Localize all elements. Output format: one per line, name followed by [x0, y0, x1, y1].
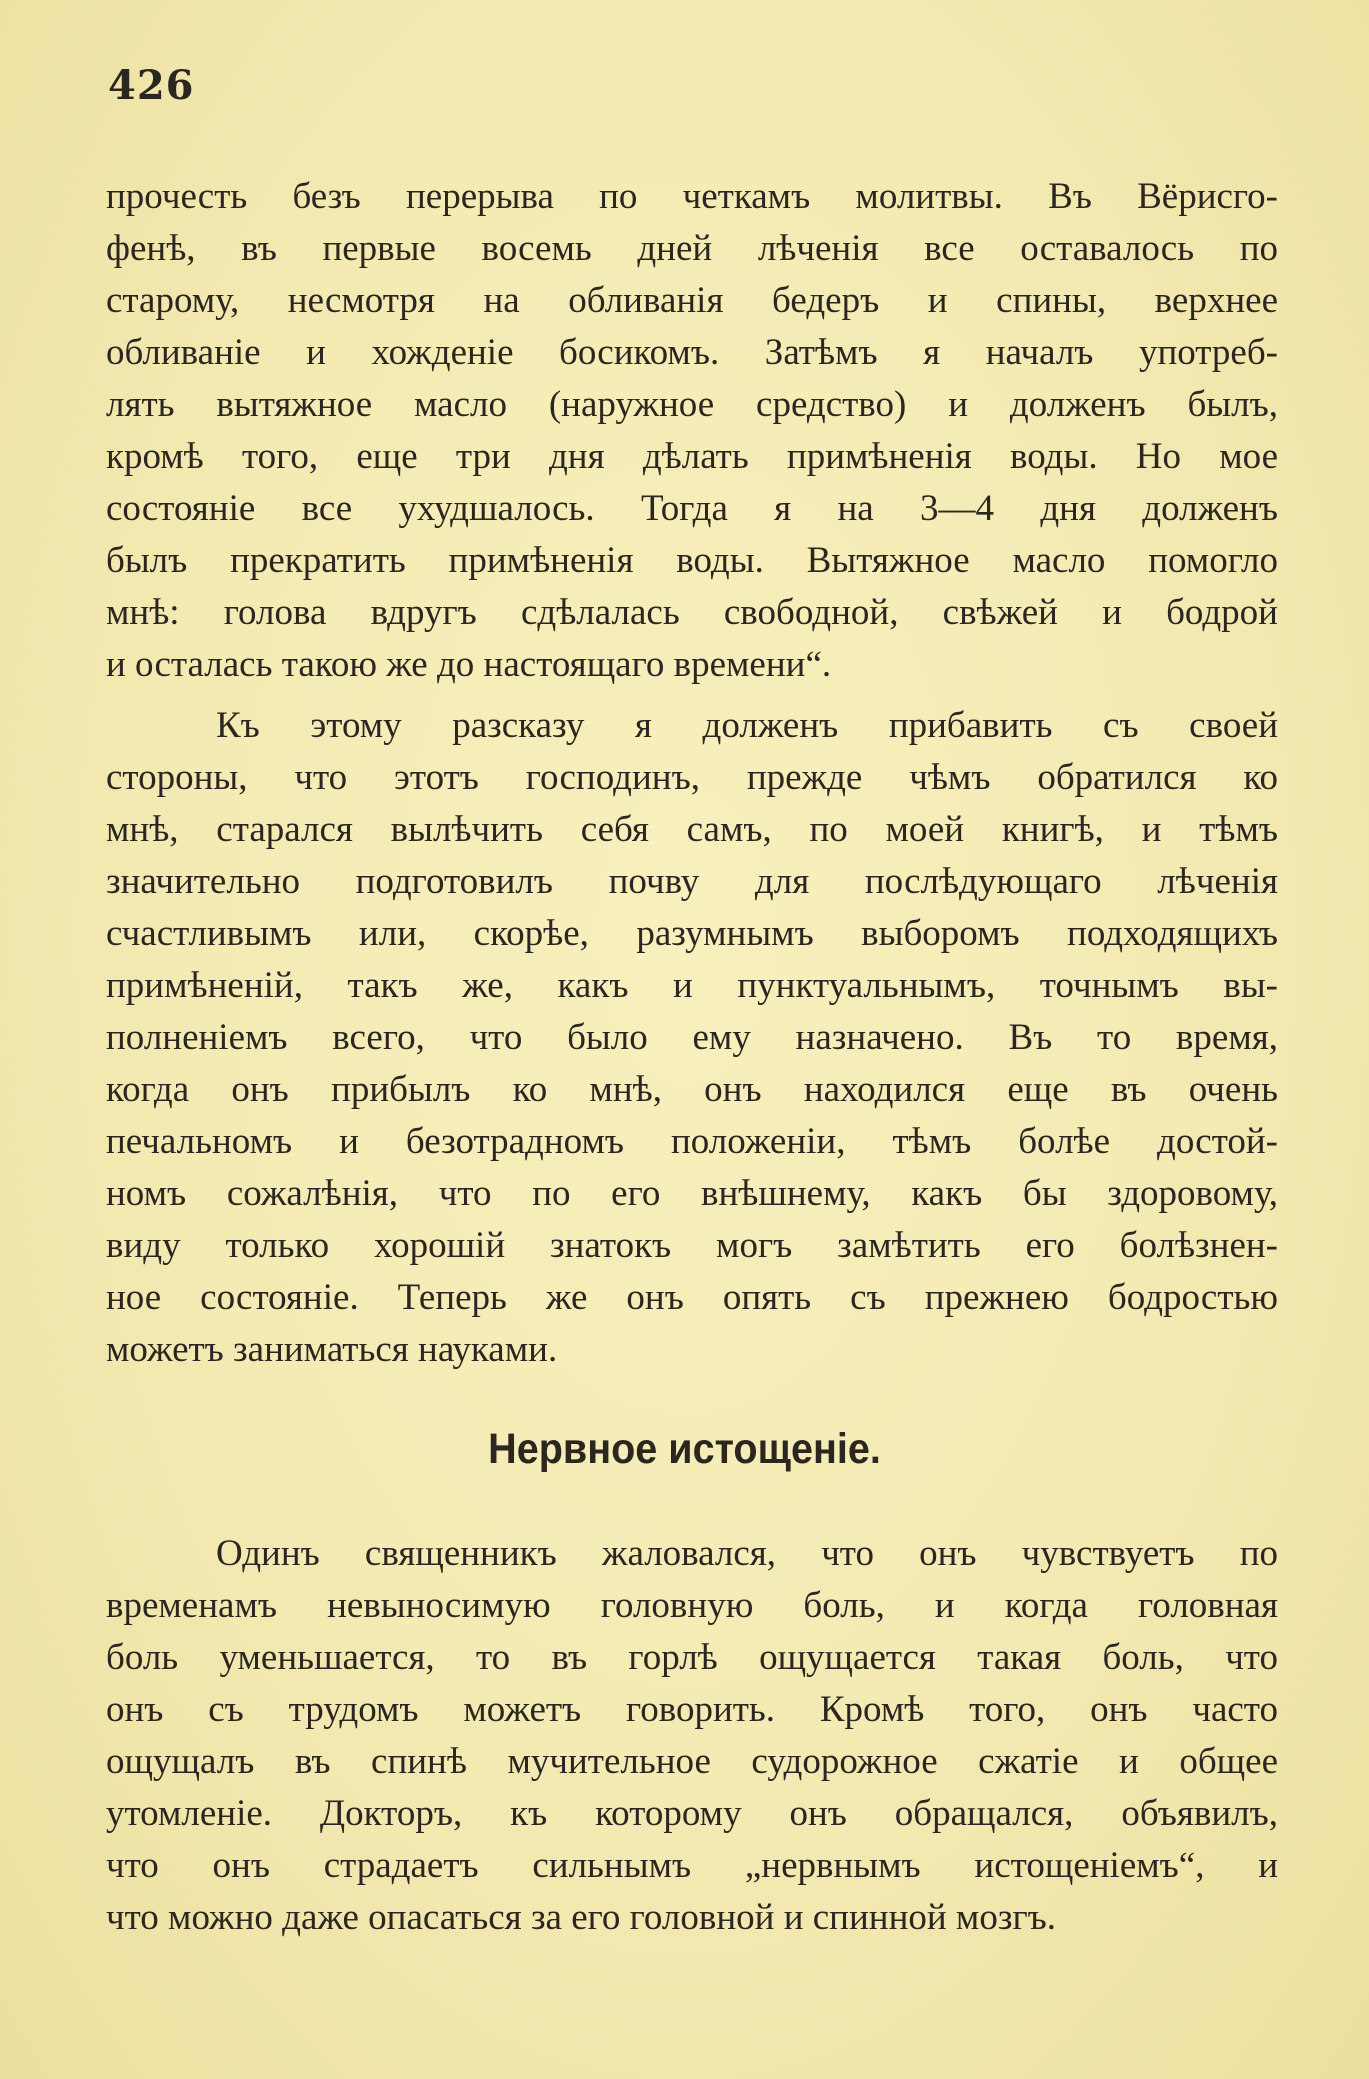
text-line: состояніе все ухудшалось. Тогда я на 3—4 дня долженъ: [106, 488, 1278, 529]
text-line: ощущалъ въ спинѣ мучительное судорожное сжатіе и общее: [106, 1741, 1278, 1782]
text-line: мнѣ, старался вылѣчить себя самъ, по моей книгѣ, и тѣмъ: [106, 809, 1278, 850]
paragraph-2: [106, 700, 1278, 1376]
paragraph-3: [106, 1528, 1278, 1944]
text-line: фенѣ, въ первые восемь дней лѣченія все оставалось по: [106, 228, 1278, 269]
section-heading: Нервное истощеніе.: [488, 1425, 881, 1473]
text-line: онъ съ трудомъ можетъ говорить. Кромѣ того, онъ часто: [106, 1689, 1278, 1730]
text-line: лять вытяжное масло (наружное средство) и долженъ былъ,: [106, 384, 1278, 425]
text-line: Одинъ священникъ жаловался, что онъ чувствуетъ по: [216, 1533, 1278, 1574]
text-line: когда онъ прибылъ ко мнѣ, онъ находился еще въ очень: [106, 1069, 1278, 1110]
text-line: боль уменьшается, то въ горлѣ ощущается такая боль, что: [106, 1637, 1278, 1678]
text-line: прочесть безъ перерыва по четкамъ молитвы. Въ Вёрисго-: [106, 176, 1278, 217]
page-number: 426: [108, 62, 195, 109]
text-line: временамъ невыносимую головную боль, и когда головная: [106, 1585, 1278, 1626]
text-line: полненіемъ всего, что было ему назначено. Въ то время,: [106, 1017, 1278, 1058]
text-line: кромѣ того, еще три дня дѣлать примѣненія воды. Но мое: [106, 436, 1278, 477]
text-line: былъ прекратить примѣненія воды. Вытяжное масло помогло: [106, 540, 1278, 581]
text-line: мнѣ: голова вдругъ сдѣлалась свободной, свѣжей и бодрой: [106, 592, 1278, 633]
text-line: старому, несмотря на обливанія бедеръ и спины, верхнее: [106, 280, 1278, 321]
text-line: стороны, что этотъ господинъ, прежде чѣмъ обратился ко: [106, 757, 1278, 798]
text-line: Къ этому разсказу я долженъ прибавить съ своей: [216, 705, 1278, 746]
text-line: утомленіе. Докторъ, къ которому онъ обращался, объявилъ,: [106, 1793, 1278, 1834]
text-line: виду только хорошій знатокъ могъ замѣтить его болѣзнен-: [106, 1225, 1278, 1266]
text-line: можетъ заниматься науками.: [106, 1329, 558, 1370]
text-line: что онъ страдаетъ сильнымъ „нервнымъ истощеніемъ“, и: [106, 1845, 1278, 1886]
text-line: и осталась такою же до настоящаго времени“.: [106, 644, 832, 685]
text-line: что можно даже опасаться за его головной и спинной мозгъ.: [106, 1897, 1057, 1938]
paragraph-1: [106, 171, 1278, 691]
text-line: обливаніе и хожденіе босикомъ. Затѣмъ я началъ употреб-: [106, 332, 1278, 373]
text-line: значительно подготовилъ почву для послѣдующаго лѣченія: [106, 861, 1278, 902]
text-line: номъ сожалѣнія, что по его внѣшнему, какъ бы здоровому,: [106, 1173, 1278, 1214]
text-line: ное состояніе. Теперь же онъ опять съ прежнею бодростью: [106, 1277, 1278, 1318]
text-line: примѣненій, такъ же, какъ и пунктуальнымъ, точнымъ вы-: [106, 965, 1278, 1006]
text-line: счастливымъ или, скорѣе, разумнымъ выборомъ подходящихъ: [106, 913, 1278, 954]
text-line: печальномъ и безотрадномъ положеніи, тѣмъ болѣе достой-: [106, 1121, 1278, 1162]
